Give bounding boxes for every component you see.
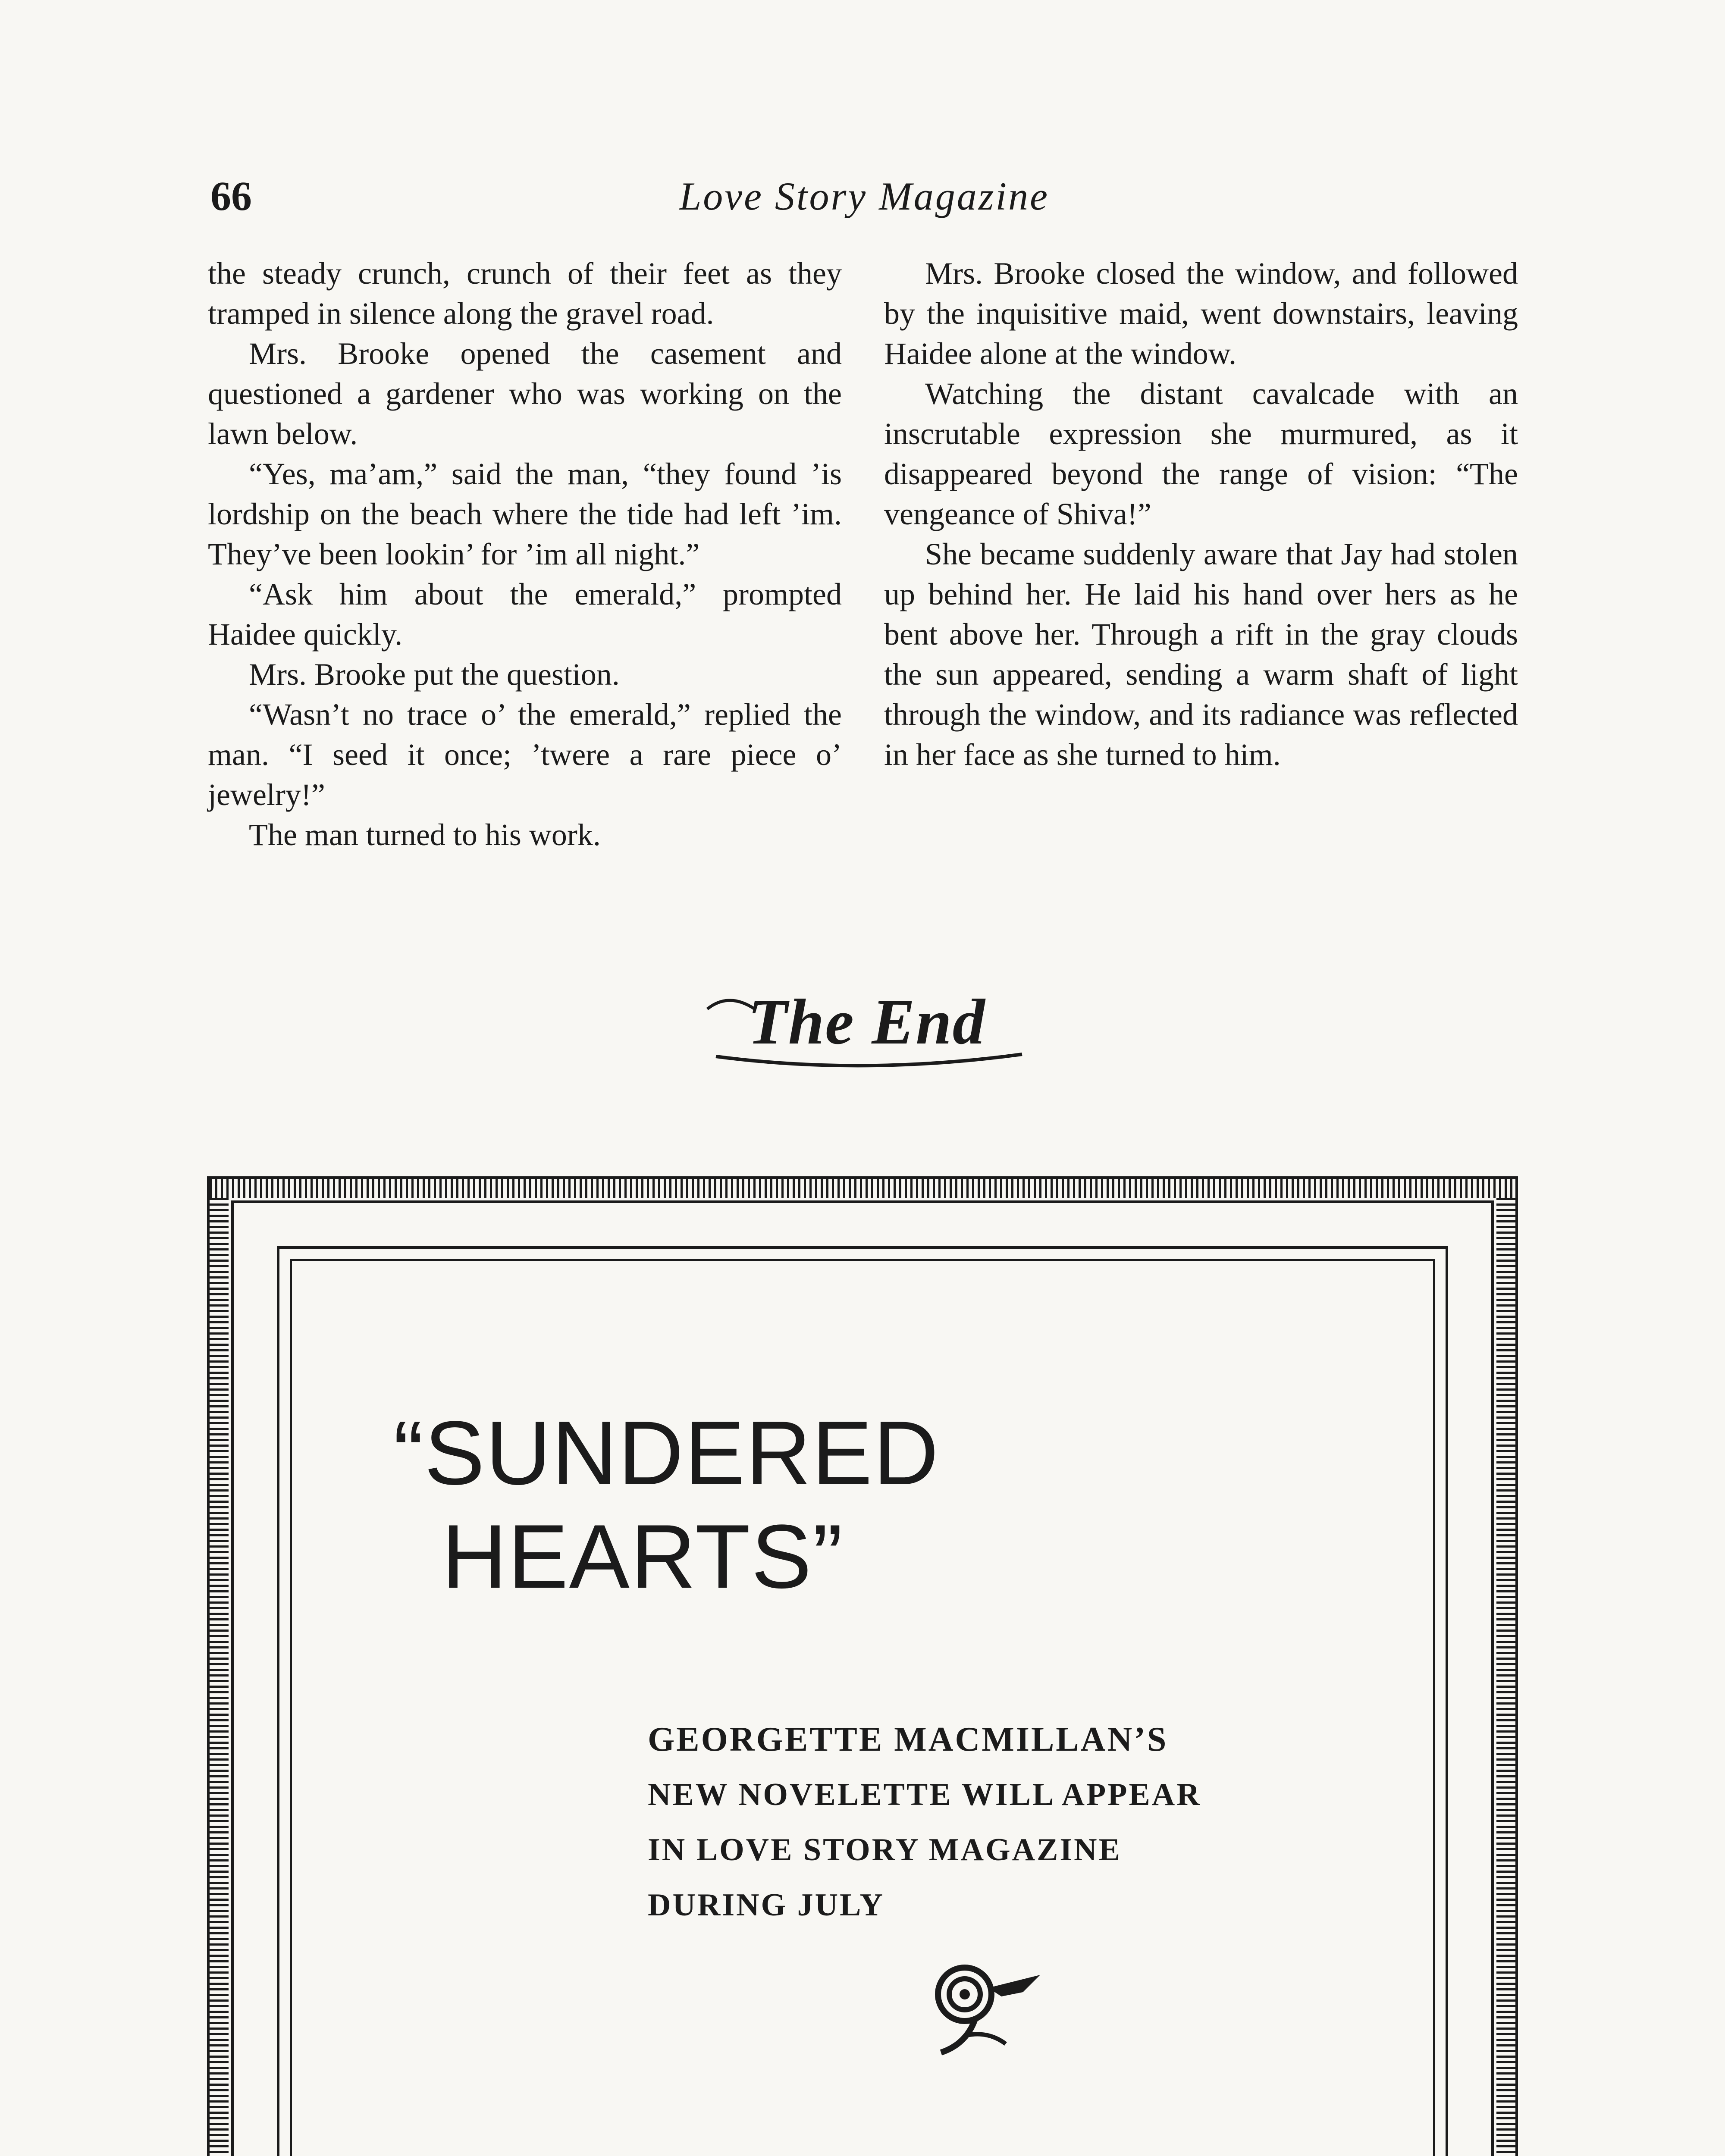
paragraph: Mrs. Brooke opened the casement and questioned a gardener who was working on the lawn below.	[208, 336, 842, 451]
story-text	[208, 254, 1518, 943]
the-end-text: The End	[748, 986, 986, 1058]
advertisement-title	[393, 1401, 939, 1608]
running-title: Love Story Magazine	[679, 174, 1049, 218]
paragraph: Watching the distant cavalcade with an inscrutable expression she murmured, as it disappeared beyond the range of vision: “The vengeance of Shiva!”	[884, 376, 1518, 531]
paragraph: Mrs. Brooke closed the window, and followed by the inquisitive maid, went downstairs, leaving Haidee alone at the window.	[884, 256, 1518, 371]
paragraph: “Yes, ma’am,” said the man, “they found ’is lordship on the beach where the tide had left ’im. They’ve been lookin’ for ’im all night.”	[208, 457, 842, 571]
paragraph: “Ask him about the emerald,” prompted Haidee quickly.	[208, 577, 842, 652]
rose-ornament-icon	[924, 1958, 1044, 2061]
advertisement-text	[648, 1712, 1201, 1933]
advertisement-frame	[207, 1176, 1518, 2156]
page-number: 66	[210, 173, 252, 219]
paragraph: She became suddenly aware that Jay had stolen up behind her. He laid his hand over hers as he bent above her. Through a rift in the gray clouds the sun appeared, sending a warm shaft of light through the window, and its radiance was reflected in her face as she turned to him.	[884, 537, 1518, 772]
title-line-1: “SUNDERED	[393, 1402, 940, 1504]
title-line-2: HEARTS”	[442, 1506, 844, 1607]
page-header	[210, 168, 1518, 233]
left-column	[208, 254, 842, 855]
ad-line: IN LOVE STORY MAGAZINE	[648, 1832, 1122, 1868]
ad-line: NEW NOVELETTE WILL APPEAR	[648, 1777, 1201, 1812]
paragraph: The man turned to his work.	[249, 818, 601, 852]
paragraph: Mrs. Brooke put the question.	[249, 657, 620, 692]
paragraph: the steady crunch, crunch of their feet as they tramped in silence along the gravel road.	[208, 256, 842, 331]
right-column	[884, 254, 1518, 775]
ad-line: GEORGETTE MACMILLAN’S	[648, 1720, 1168, 1758]
the-end-script	[690, 979, 1044, 1082]
paragraph: “Wasn’t no trace o’ the emerald,” replied the man. “I seed it once; ’twere a rare piece o’ jewelry!”	[208, 697, 842, 812]
ad-line: DURING JULY	[648, 1887, 885, 1923]
